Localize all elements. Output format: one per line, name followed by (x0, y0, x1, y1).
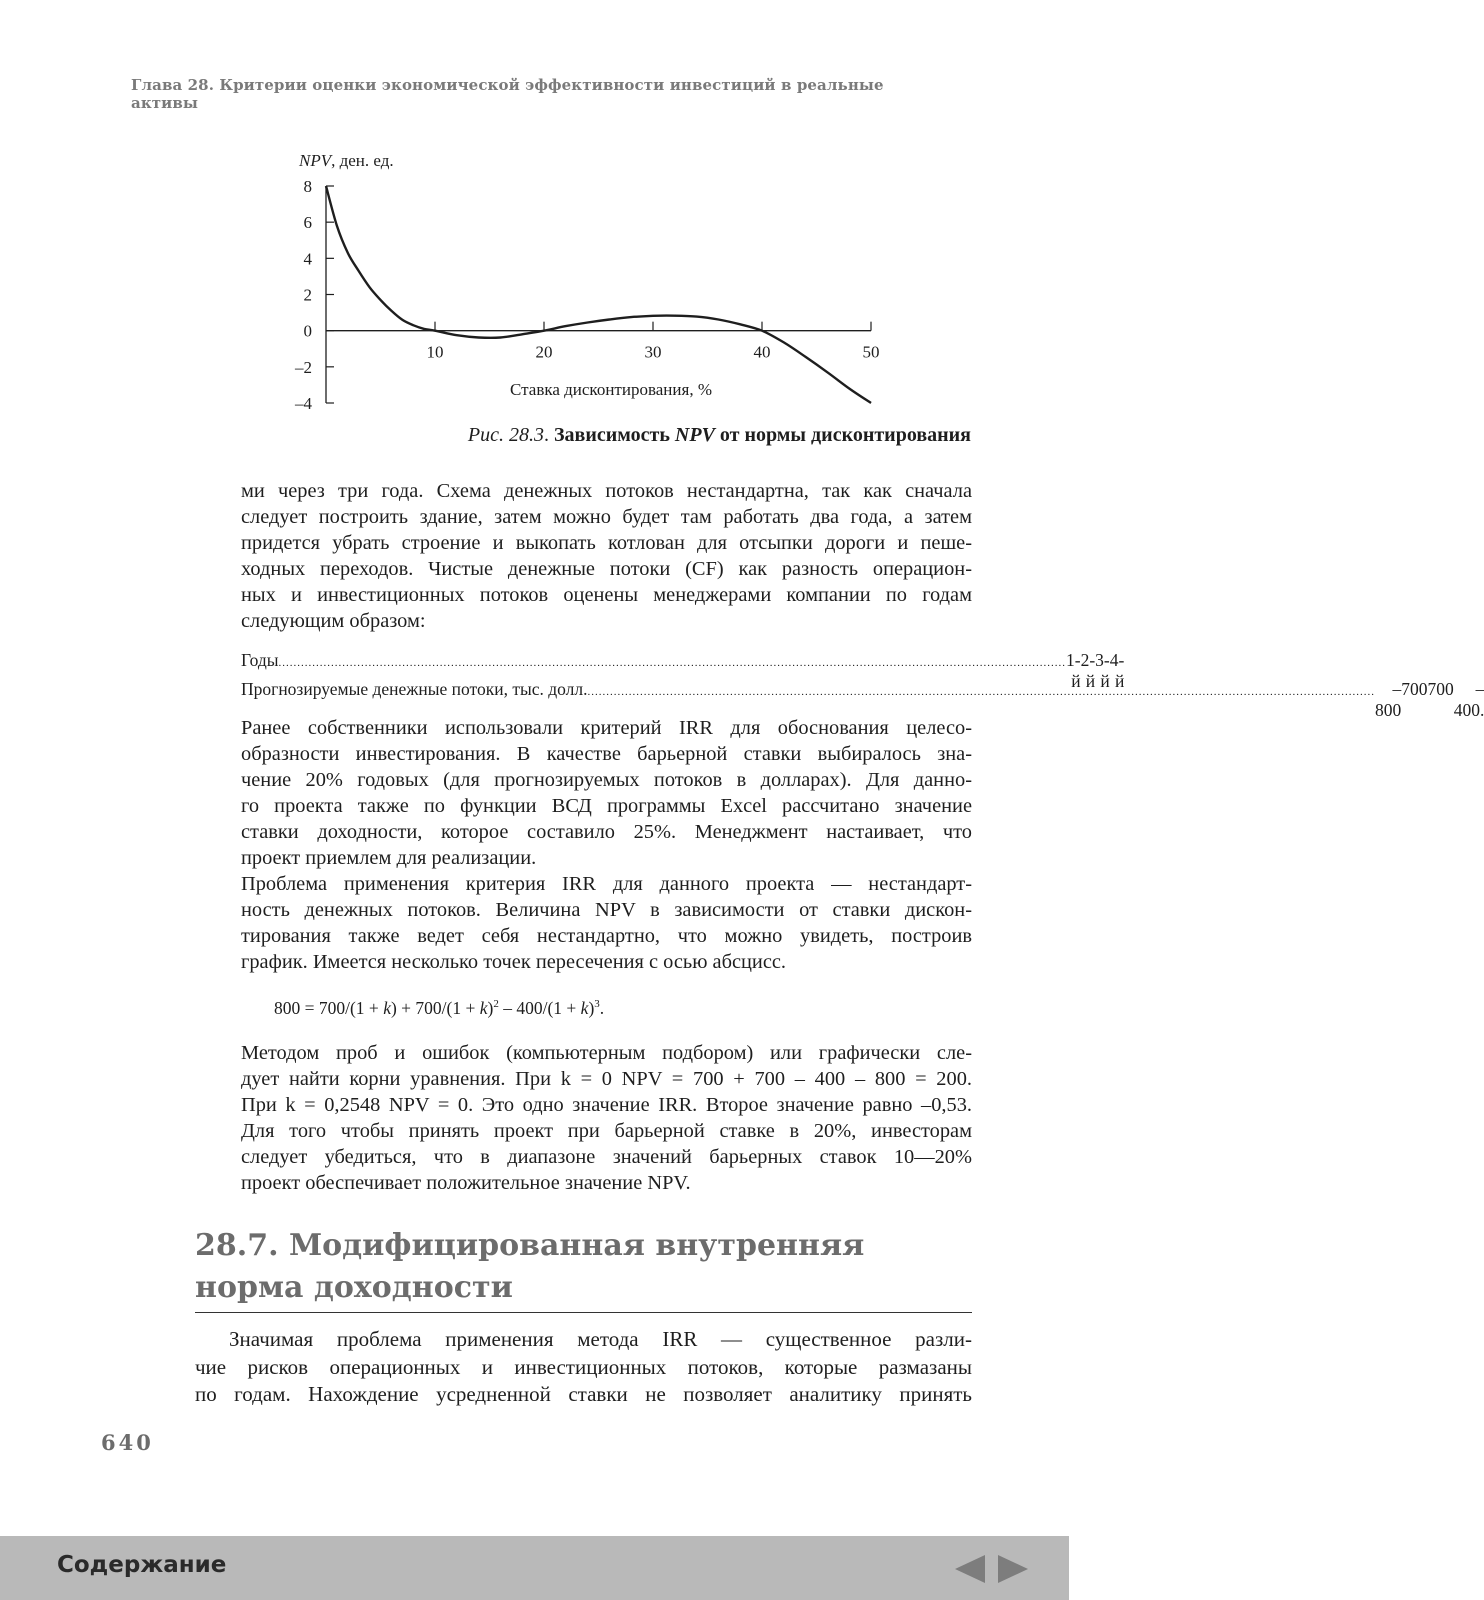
eq-part: ) (487, 998, 494, 1018)
caption-separator: . (543, 424, 554, 446)
x-tick-label: 30 (644, 342, 662, 362)
contents-link[interactable]: Содержание (57, 1552, 227, 1578)
x-tick-label: 10 (426, 342, 444, 362)
figure-title-part-b: NPV (674, 424, 715, 446)
page-number: 640 (101, 1430, 154, 1455)
next-page-button[interactable] (996, 1554, 1030, 1584)
paragraph-2 (241, 715, 972, 975)
eq-part: ) (588, 998, 595, 1018)
figure-number: Рис. 28.3 (467, 424, 544, 446)
eq-var-k: k (580, 998, 589, 1018)
paragraph-2-line: проект приемлем для реализации. (241, 847, 537, 869)
paragraph-3-line: проект обеспечивает положительное значение NPV. (241, 1172, 691, 1194)
section-title (195, 1225, 975, 1309)
table-row-label: Прогнозируемые денежные потоки, тыс. долл. (241, 679, 588, 699)
y-axis-label-rest: , ден. ед. (331, 151, 394, 170)
paragraph-2-line: го проекта также по функции ВСД программы Excel рассчитано значение (241, 795, 972, 817)
figure-caption (260, 424, 971, 447)
table-cell: 2-й (1080, 650, 1096, 691)
triangle-left-icon (953, 1554, 987, 1584)
chart-labels (294, 151, 880, 413)
paragraph-2-line: график. Имеется несколько точек пересечения с осью абсцисс. (241, 951, 787, 973)
paragraph-1-line: следующим образом: (241, 610, 426, 632)
eq-part: . (599, 998, 605, 1018)
paragraph-2-line: образности инвестирования. В качестве барьерной ставки выбиралось зна- (241, 743, 972, 765)
eq-exponent: 3 (594, 998, 600, 1010)
section-title-line: норма доходности (195, 1270, 513, 1305)
paragraph-2-line: ставки доходности, которое составило 25%. Менеджмент настаивает, что (241, 821, 972, 843)
paragraph-3-line: Для того чтобы принять проект при барьерной ставке в 20%, инвесторам (241, 1120, 972, 1142)
equation (274, 998, 604, 1019)
table-cell: 4-й (1109, 650, 1125, 691)
prev-page-button[interactable] (953, 1554, 987, 1584)
section-title-line: 28.7. Модифицированная внутренняя (195, 1228, 865, 1263)
y-axis-label (298, 151, 394, 170)
eq-exponent: 2 (493, 998, 499, 1010)
table-row (241, 679, 1484, 720)
y-tick-label: 6 (303, 213, 312, 233)
y-tick-label: –2 (295, 357, 312, 377)
section-divider (195, 1312, 972, 1313)
eq-part: 800 = 700/(1 + (274, 998, 384, 1018)
table-cell: 700 (1427, 679, 1454, 699)
y-tick-label: 4 (303, 249, 312, 269)
figure-title-part-c: от нормы дисконтирования (714, 424, 971, 446)
table-cell: 3-й (1095, 650, 1110, 691)
paragraph-3-line: следует убедиться, что в диапазоне значений барьерных ставок 10—20% (241, 1146, 972, 1168)
eq-part: ) + 700/(1 + (390, 998, 480, 1018)
running-head: Глава 28. Критерии оценки экономической эффективности инвестиций в реальные активы (131, 76, 884, 112)
x-tick-label: 20 (535, 342, 553, 362)
chart-ticks (326, 186, 871, 403)
paragraph-1 (241, 478, 972, 634)
triangle-right-icon (996, 1554, 1030, 1584)
figure-title-part-a: Зависимость (553, 424, 675, 446)
table-cell: 700 (1401, 679, 1428, 699)
paragraph-1-line: придется убрать строение и выкопать котлован для отсыпки дороги и пеше- (241, 532, 972, 554)
paragraph-4-line: чие рисков операционных и инвестиционных потоков, которые размазаны (195, 1354, 972, 1379)
paragraph-2-line: чение 20% годовых (для прогнозируемых потоков в долларах). Для данно- (241, 769, 972, 791)
paragraph-4-line: по годам. Нахождение усредненной ставки не позволяет аналитику принять (195, 1382, 972, 1406)
paragraph-3-line: Методом проб и ошибок (компьютерным подбором) или графически сле- (241, 1042, 972, 1064)
paragraph-1-line: следует построить здание, затем можно будет там работать два года, а затем (241, 506, 972, 528)
leader-dots: .................................................................................................................................................................................................................. (587, 686, 1376, 698)
x-axis-label: Ставка дисконтирования, % (510, 380, 712, 399)
paragraph-3-line: дует найти корни уравнения. При k = 0 NPV = 700 + 700 – 400 – 800 = 200. (241, 1068, 972, 1090)
chart-series (326, 186, 871, 403)
paragraph-2-line: тирования также ведет себя нестандартно, что можно увидеть, построив (241, 925, 972, 947)
table-cell: –400. (1453, 679, 1484, 720)
table-row-label: Годы (241, 650, 279, 670)
y-tick-label: –4 (295, 394, 312, 413)
x-tick-label: 40 (753, 342, 771, 362)
table-cell: –800 (1375, 679, 1402, 720)
paragraph-2-line: Ранее собственники использовали критерий IRR для обоснования целесо- (241, 717, 972, 739)
y-tick-label: 0 (303, 321, 312, 341)
y-tick-label: 2 (303, 285, 312, 305)
eq-var-k: k (383, 998, 391, 1018)
y-axis-label-italic: NPV (299, 151, 332, 170)
paragraph-3 (241, 1040, 972, 1196)
eq-part: – 400/(1 + (498, 998, 581, 1018)
leader-dots: .................................................................................................................................................................................................................. (278, 657, 1066, 669)
eq-var-k: k (479, 998, 488, 1018)
npv-curve (326, 186, 871, 403)
table-cell: 1-й (1066, 650, 1081, 691)
y-tick-label: 8 (303, 177, 312, 196)
npv-chart (0, 0, 1069, 420)
paragraph-1-line: ных и инвестиционных потоков оценены менеджерами компании по годам (241, 584, 972, 606)
footer-bar (0, 1536, 1069, 1600)
paragraph-2-line: ность денежных потоков. Величина NPV в зависимости от ставки дискон- (241, 899, 972, 921)
paragraph-3-line: При k = 0,2548 NPV = 0. Это одно значение IRR. Второе значение равно –0,53. (241, 1094, 972, 1116)
chart-axes (326, 186, 871, 403)
x-tick-label: 50 (862, 342, 880, 362)
paragraph-1-line: ходных переходов. Чистые денежные потоки (CF) как разность операцион- (241, 558, 972, 580)
paragraph-4-line: Значимая проблема применения метода IRR — существенное разли- (229, 1327, 972, 1351)
cash-flow-table (241, 650, 1484, 720)
paragraph-4 (195, 1326, 972, 1409)
figure-title (554, 424, 971, 446)
paragraph-1-line: ми через три года. Схема денежных потоков нестандартна, так как сначала (241, 480, 972, 502)
paragraph-2-line: Проблема применения критерия IRR для данного проекта — нестандарт- (241, 873, 972, 895)
